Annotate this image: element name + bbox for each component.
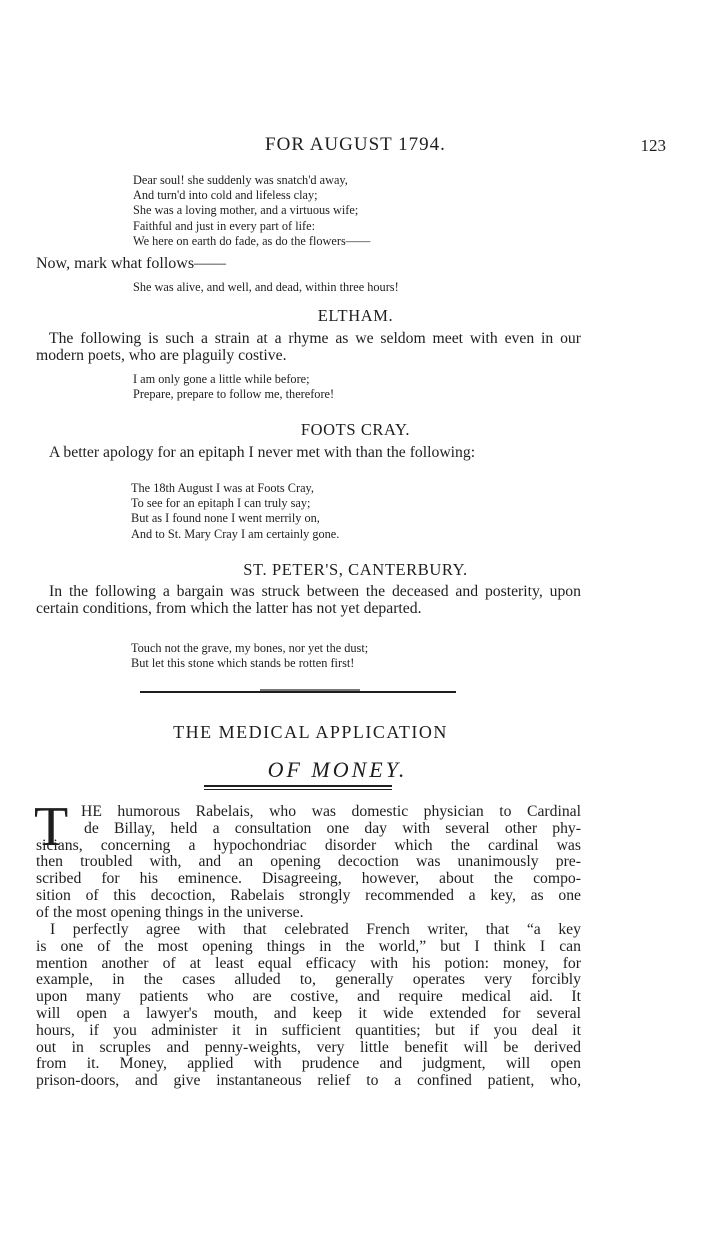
section-divider bbox=[140, 691, 456, 693]
paragraph: In the following a bargain was struck between the deceased and posterity, upon certain conditions, from which the latter has not yet departed. bbox=[36, 583, 581, 617]
verse-line: The 18th August I was at Foots Cray, bbox=[131, 481, 314, 495]
text-line: out in scruples and penny-weights, very little benefit will be derived bbox=[36, 1038, 581, 1056]
eltham-verse bbox=[133, 372, 334, 402]
text-line: sition of this decoction, Rabelais strongly recommended a key, as one bbox=[36, 886, 581, 904]
verse-line: But as I found none I went merrily on, bbox=[131, 511, 320, 526]
text-line: HE humorous Rabelais, who was domestic physician to Cardinal bbox=[81, 803, 581, 820]
text-line: I perfectly agree with that celebrated French writer, that “a key bbox=[50, 921, 581, 938]
article-paragraph-2 bbox=[36, 922, 581, 1090]
text-line: will open a lawyer's mouth, and keep it wide extended for several bbox=[36, 1004, 581, 1022]
foots-cray-intro bbox=[36, 445, 581, 462]
verse-line: Touch not the grave, my bones, nor yet the dust; bbox=[131, 641, 369, 655]
paragraph: The following is such a strain at a rhyme as we seldom meet with even in our modern poets, who are plaguily costive. bbox=[36, 330, 581, 364]
text-line: de Billay, held a consultation one day with several other phy- bbox=[84, 819, 581, 837]
verse-line: And to St. Mary Cray I am certainly gone. bbox=[131, 526, 340, 541]
verse-line: I am only gone a little while before; bbox=[133, 372, 310, 386]
article-paragraph-1 bbox=[34, 796, 581, 922]
st-peters-verse bbox=[131, 641, 368, 671]
drop-cap: T bbox=[34, 796, 69, 858]
verse-end-line bbox=[133, 280, 399, 295]
text-line: prison-doors, and give instantaneous relief to a confined patient, who, bbox=[36, 1072, 581, 1090]
verse-line: We here on earth do fade, as do the flowers—— bbox=[133, 233, 371, 248]
text-line: of the most opening things in the universe. bbox=[36, 903, 304, 921]
now-mark-line: Now, mark what follows—— bbox=[36, 255, 227, 272]
verse-line: To see for an epitaph I can truly say; bbox=[131, 496, 311, 511]
text-line: scribed for his eminence. Disagreeing, however, about the compo- bbox=[36, 870, 581, 888]
st-peters-intro bbox=[36, 584, 581, 618]
text-line: example, in the cases alluded to, generally operates very forcibly bbox=[36, 971, 581, 989]
text-line: then troubled with, and an opening decoction was unanimously pre- bbox=[36, 853, 581, 871]
verse-line: Faithful and just in every part of life: bbox=[133, 218, 316, 233]
verse-line: She was alive, and well, and dead, within three hours! bbox=[133, 280, 399, 294]
running-header bbox=[0, 134, 711, 162]
foots-cray-verse bbox=[131, 481, 339, 542]
text-line: from it. Money, applied with prudence and judgment, will open bbox=[36, 1055, 581, 1073]
heading-foots-cray: FOOTS CRAY. bbox=[300, 420, 411, 439]
verse-line: She was a loving mother, and a virtuous wife; bbox=[133, 203, 359, 218]
header-title: FOR AUGUST 1794. bbox=[265, 134, 446, 155]
divider-thick-center bbox=[260, 689, 360, 691]
verse-line: Dear soul! she suddenly was snatch'd away, bbox=[133, 173, 348, 187]
title-underline-1 bbox=[204, 785, 392, 787]
verse-line: And turn'd into cold and lifeless clay; bbox=[133, 188, 318, 203]
article-title-line-1: THE MEDICAL APPLICATION bbox=[173, 722, 448, 742]
epitaph-verse-1 bbox=[133, 173, 370, 249]
heading-eltham: ELTHAM. bbox=[317, 306, 394, 325]
text-line: is one of the most opening things in the world,” but I think I can bbox=[36, 937, 581, 955]
heading-st-peters: ST. PETER'S, CANTERBURY. bbox=[243, 560, 468, 579]
eltham-intro bbox=[36, 331, 581, 365]
page-number: 123 bbox=[640, 136, 666, 155]
text-line: hours, if you administer it in sufficient quantities; but if you deal it bbox=[36, 1021, 581, 1039]
verse-line: Prepare, prepare to follow me, therefore! bbox=[133, 387, 335, 402]
text-line: upon many patients who are costive, and require medical aid. It bbox=[36, 988, 581, 1006]
title-underline-2 bbox=[204, 789, 392, 790]
verse-line: But let this stone which stands be rotten first! bbox=[131, 656, 355, 671]
text-line: mention another of at least equal efficacy with his potion: money, for bbox=[36, 954, 581, 972]
text-line: sicians, concerning a hypochondriac disorder which the cardinal was bbox=[36, 836, 581, 854]
paragraph: A better apology for an epitaph I never met with than the following: bbox=[49, 444, 476, 461]
article-title-line-2: OF MONEY. bbox=[267, 757, 408, 782]
